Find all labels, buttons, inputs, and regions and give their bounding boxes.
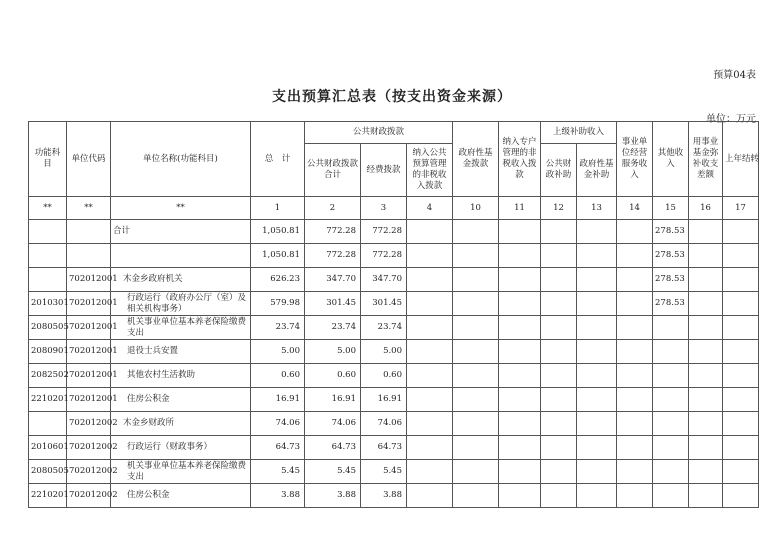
- unit-code-cell: 702012001: [67, 268, 111, 292]
- index-cell: 13: [577, 197, 617, 220]
- other-income-cell: 278.53: [653, 220, 689, 244]
- ss-gov-fund-cell: [577, 460, 617, 484]
- pf-appropriation-cell: 347.70: [361, 268, 407, 292]
- gov-fund-cell: [453, 436, 499, 460]
- special-account-cell: [499, 388, 541, 412]
- ss-public-cell: [541, 364, 577, 388]
- ss-gov-fund-cell: [577, 268, 617, 292]
- other-income-cell: [653, 388, 689, 412]
- carryover-cell: [723, 436, 759, 460]
- pf-special-cell: [407, 436, 453, 460]
- reserve-fund-cell: [689, 220, 723, 244]
- table-row: [29, 388, 759, 412]
- index-cell: 10: [453, 197, 499, 220]
- reserve-fund-cell: [689, 388, 723, 412]
- ss-gov-fund-cell: [577, 484, 617, 508]
- func-code-cell: 2082502: [29, 364, 67, 388]
- index-cell: 17: [723, 197, 759, 220]
- pf-special-cell: [407, 484, 453, 508]
- table-body: [29, 220, 759, 508]
- pf-appropriation-cell: 16.91: [361, 388, 407, 412]
- total-cell: 74.06: [251, 412, 305, 436]
- pf-total-cell: 74.06: [305, 412, 361, 436]
- index-cell: 1: [251, 197, 305, 220]
- index-cell: 2: [305, 197, 361, 220]
- unit-name-cell: 合计: [111, 220, 251, 244]
- reserve-fund-cell: [689, 316, 723, 340]
- table-row: [29, 460, 759, 484]
- pf-special-cell: [407, 340, 453, 364]
- table-row: [29, 484, 759, 508]
- carryover-cell: [723, 364, 759, 388]
- other-income-cell: [653, 364, 689, 388]
- carryover-cell: [723, 484, 759, 508]
- total-cell: 64.73: [251, 436, 305, 460]
- special-account-cell: [499, 220, 541, 244]
- unit-name-cell: 住房公积金: [111, 484, 251, 508]
- func-code-cell: 2080901: [29, 340, 67, 364]
- index-cell: 14: [617, 197, 653, 220]
- special-account-cell: [499, 316, 541, 340]
- unit-name-cell: 机关事业单位基本养老保险缴费支出: [111, 460, 251, 484]
- special-account-cell: [499, 484, 541, 508]
- pf-appropriation-cell: 772.28: [361, 244, 407, 268]
- ss-public-cell: [541, 268, 577, 292]
- func-code-cell: [29, 220, 67, 244]
- table-row: [29, 316, 759, 340]
- ss-gov-fund-cell: [577, 220, 617, 244]
- pf-special-cell: [407, 316, 453, 340]
- col-pf-total: 公共财政拨款合计: [305, 144, 361, 197]
- gov-fund-cell: [453, 220, 499, 244]
- pf-appropriation-cell: 74.06: [361, 412, 407, 436]
- ss-gov-fund-cell: [577, 316, 617, 340]
- ss-gov-fund-cell: [577, 292, 617, 316]
- col-unit-code: 单位代码: [67, 122, 111, 197]
- pf-special-cell: [407, 292, 453, 316]
- other-income-cell: [653, 484, 689, 508]
- unit-label: 单位：万元: [706, 114, 756, 125]
- func-code-cell: 2080505: [29, 316, 67, 340]
- col-pf-special: 纳入公共预算管理的非税收入拨款: [407, 144, 453, 197]
- form-code: 预算04表: [713, 70, 756, 81]
- reserve-fund-cell: [689, 436, 723, 460]
- reserve-fund-cell: [689, 340, 723, 364]
- index-cell: 11: [499, 197, 541, 220]
- unit-name-cell: 退役士兵安置: [111, 340, 251, 364]
- special-account-cell: [499, 292, 541, 316]
- pf-total-cell: 772.28: [305, 220, 361, 244]
- func-code-cell: 2010301: [29, 292, 67, 316]
- col-pf-appropriation: 经费拨款: [361, 144, 407, 197]
- pf-special-cell: [407, 460, 453, 484]
- ss-gov-fund-cell: [577, 412, 617, 436]
- business-income-cell: [617, 388, 653, 412]
- col-public-finance: 公共财政拨款: [305, 122, 453, 144]
- carryover-cell: [723, 388, 759, 412]
- carryover-cell: [723, 460, 759, 484]
- budget-table: [28, 121, 759, 508]
- pf-special-cell: [407, 268, 453, 292]
- unit-name-cell: 其他农村生活救助: [111, 364, 251, 388]
- business-income-cell: [617, 364, 653, 388]
- pf-appropriation-cell: 772.28: [361, 220, 407, 244]
- ss-public-cell: [541, 340, 577, 364]
- pf-total-cell: 347.70: [305, 268, 361, 292]
- unit-code-cell: 702012002: [67, 436, 111, 460]
- pf-total-cell: 0.60: [305, 364, 361, 388]
- reserve-fund-cell: [689, 364, 723, 388]
- index-cell: **: [67, 197, 111, 220]
- carryover-cell: [723, 244, 759, 268]
- unit-name-cell: 机关事业单位基本养老保险缴费支出: [111, 316, 251, 340]
- pf-appropriation-cell: 5.45: [361, 460, 407, 484]
- unit-name-cell: 行政运行（政府办公厅（室）及相关机构事务）: [111, 292, 251, 316]
- other-income-cell: 278.53: [653, 292, 689, 316]
- pf-appropriation-cell: 5.00: [361, 340, 407, 364]
- total-cell: 0.60: [251, 364, 305, 388]
- pf-total-cell: 5.00: [305, 340, 361, 364]
- other-income-cell: [653, 412, 689, 436]
- gov-fund-cell: [453, 412, 499, 436]
- special-account-cell: [499, 364, 541, 388]
- unit-name-cell: 木金乡财政所: [111, 412, 251, 436]
- table-row: [29, 220, 759, 244]
- unit-name-cell: 行政运行（财政事务）: [111, 436, 251, 460]
- total-cell: 5.45: [251, 460, 305, 484]
- col-unit-name: 单位名称(功能科目): [111, 122, 251, 197]
- ss-public-cell: [541, 292, 577, 316]
- business-income-cell: [617, 316, 653, 340]
- business-income-cell: [617, 244, 653, 268]
- ss-gov-fund-cell: [577, 436, 617, 460]
- pf-appropriation-cell: 0.60: [361, 364, 407, 388]
- index-cell: 3: [361, 197, 407, 220]
- other-income-cell: [653, 340, 689, 364]
- reserve-fund-cell: [689, 244, 723, 268]
- index-cell: 4: [407, 197, 453, 220]
- index-cell: **: [29, 197, 67, 220]
- gov-fund-cell: [453, 316, 499, 340]
- carryover-cell: [723, 292, 759, 316]
- col-ss-public: 公共财政补助: [541, 144, 577, 197]
- carryover-cell: [723, 268, 759, 292]
- table-row: [29, 340, 759, 364]
- gov-fund-cell: [453, 244, 499, 268]
- ss-gov-fund-cell: [577, 244, 617, 268]
- col-reserve-fund: 用事业基金弥补收支差额: [689, 122, 723, 197]
- func-code-cell: [29, 244, 67, 268]
- special-account-cell: [499, 436, 541, 460]
- pf-special-cell: [407, 220, 453, 244]
- pf-special-cell: [407, 412, 453, 436]
- col-ss-gov-fund: 政府性基金补助: [577, 144, 617, 197]
- pf-total-cell: 5.45: [305, 460, 361, 484]
- ss-public-cell: [541, 388, 577, 412]
- unit-code-cell: 702012001: [67, 292, 111, 316]
- ss-public-cell: [541, 244, 577, 268]
- col-other-income: 其他收入: [653, 122, 689, 197]
- func-code-cell: [29, 268, 67, 292]
- index-cell: 12: [541, 197, 577, 220]
- unit-code-cell: 702012001: [67, 364, 111, 388]
- col-gov-fund: 政府性基金拨款: [453, 122, 499, 197]
- business-income-cell: [617, 340, 653, 364]
- pf-special-cell: [407, 364, 453, 388]
- total-cell: 626.23: [251, 268, 305, 292]
- pf-total-cell: 64.73: [305, 436, 361, 460]
- pf-total-cell: 301.45: [305, 292, 361, 316]
- table-row: [29, 412, 759, 436]
- special-account-cell: [499, 340, 541, 364]
- other-income-cell: [653, 460, 689, 484]
- ss-public-cell: [541, 412, 577, 436]
- col-total: 总 计: [251, 122, 305, 197]
- carryover-cell: [723, 340, 759, 364]
- carryover-cell: [723, 220, 759, 244]
- other-income-cell: 278.53: [653, 244, 689, 268]
- func-code-cell: [29, 412, 67, 436]
- pf-total-cell: 16.91: [305, 388, 361, 412]
- other-income-cell: [653, 316, 689, 340]
- pf-appropriation-cell: 64.73: [361, 436, 407, 460]
- func-code-cell: 2010601: [29, 436, 67, 460]
- total-cell: 5.00: [251, 340, 305, 364]
- unit-code-cell: 702012001: [67, 316, 111, 340]
- index-cell: 16: [689, 197, 723, 220]
- table-row: [29, 364, 759, 388]
- table-row: [29, 244, 759, 268]
- gov-fund-cell: [453, 484, 499, 508]
- total-cell: 1,050.81: [251, 220, 305, 244]
- unit-code-cell: 702012001: [67, 340, 111, 364]
- reserve-fund-cell: [689, 292, 723, 316]
- header-row-1: [29, 122, 759, 144]
- index-cell: **: [111, 197, 251, 220]
- reserve-fund-cell: [689, 484, 723, 508]
- unit-name-cell: 住房公积金: [111, 388, 251, 412]
- pf-special-cell: [407, 388, 453, 412]
- ss-gov-fund-cell: [577, 340, 617, 364]
- total-cell: 579.98: [251, 292, 305, 316]
- ss-public-cell: [541, 436, 577, 460]
- total-cell: 23.74: [251, 316, 305, 340]
- pf-total-cell: 772.28: [305, 244, 361, 268]
- col-carryover: 上年结转: [723, 122, 759, 197]
- unit-code-cell: 702012002: [67, 484, 111, 508]
- func-code-cell: 2210201: [29, 388, 67, 412]
- ss-public-cell: [541, 484, 577, 508]
- unit-code-cell: [67, 220, 111, 244]
- pf-special-cell: [407, 244, 453, 268]
- business-income-cell: [617, 292, 653, 316]
- business-income-cell: [617, 268, 653, 292]
- ss-public-cell: [541, 316, 577, 340]
- reserve-fund-cell: [689, 460, 723, 484]
- ss-gov-fund-cell: [577, 388, 617, 412]
- special-account-cell: [499, 268, 541, 292]
- business-income-cell: [617, 484, 653, 508]
- gov-fund-cell: [453, 364, 499, 388]
- special-account-cell: [499, 460, 541, 484]
- gov-fund-cell: [453, 340, 499, 364]
- total-cell: 16.91: [251, 388, 305, 412]
- unit-code-cell: 702012002: [67, 460, 111, 484]
- gov-fund-cell: [453, 388, 499, 412]
- business-income-cell: [617, 460, 653, 484]
- index-cell: 15: [653, 197, 689, 220]
- reserve-fund-cell: [689, 268, 723, 292]
- ss-public-cell: [541, 460, 577, 484]
- total-cell: 1,050.81: [251, 244, 305, 268]
- ss-public-cell: [541, 220, 577, 244]
- func-code-cell: 2080505: [29, 460, 67, 484]
- unit-code-cell: 702012001: [67, 388, 111, 412]
- pf-total-cell: 3.88: [305, 484, 361, 508]
- other-income-cell: 278.53: [653, 268, 689, 292]
- col-special-account: 纳入专户管理的非税收入拨款: [499, 122, 541, 197]
- page-title: 支出预算汇总表（按支出资金来源）: [272, 89, 512, 105]
- gov-fund-cell: [453, 460, 499, 484]
- special-account-cell: [499, 244, 541, 268]
- reserve-fund-cell: [689, 412, 723, 436]
- col-func-code: 功能科目: [29, 122, 67, 197]
- unit-name-cell: 木金乡政府机关: [111, 268, 251, 292]
- other-income-cell: [653, 436, 689, 460]
- business-income-cell: [617, 412, 653, 436]
- pf-appropriation-cell: 301.45: [361, 292, 407, 316]
- carryover-cell: [723, 412, 759, 436]
- gov-fund-cell: [453, 292, 499, 316]
- table-row: [29, 268, 759, 292]
- pf-appropriation-cell: 3.88: [361, 484, 407, 508]
- business-income-cell: [617, 436, 653, 460]
- business-income-cell: [617, 220, 653, 244]
- total-cell: 3.88: [251, 484, 305, 508]
- carryover-cell: [723, 316, 759, 340]
- pf-appropriation-cell: 23.74: [361, 316, 407, 340]
- index-row: [29, 197, 759, 220]
- gov-fund-cell: [453, 268, 499, 292]
- pf-total-cell: 23.74: [305, 316, 361, 340]
- col-superior-subsidy: 上级补助收入: [541, 122, 617, 144]
- unit-code-cell: 702012002: [67, 412, 111, 436]
- unit-name-cell: [111, 244, 251, 268]
- col-business-income: 事业单位经营服务收入: [617, 122, 653, 197]
- table-row: [29, 292, 759, 316]
- table-row: [29, 436, 759, 460]
- ss-gov-fund-cell: [577, 364, 617, 388]
- special-account-cell: [499, 412, 541, 436]
- func-code-cell: 2210201: [29, 484, 67, 508]
- unit-code-cell: [67, 244, 111, 268]
